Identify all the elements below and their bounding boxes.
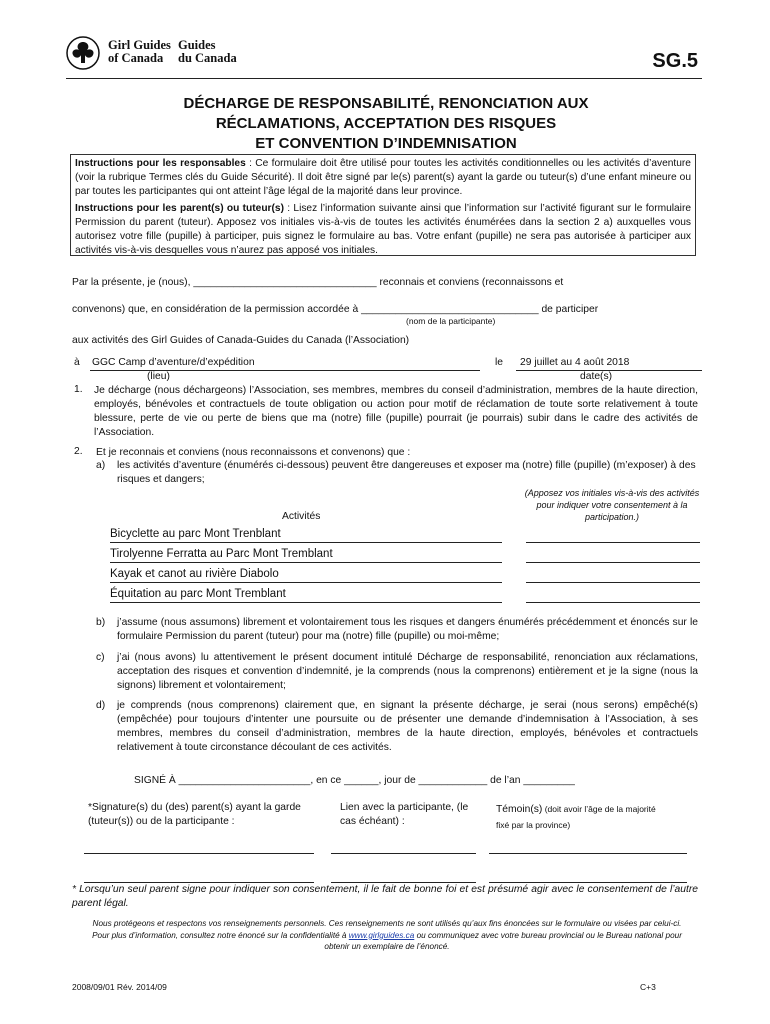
- item-1-text: Je décharge (nous déchargeons) l’Association, ses membres, membres du conseil d’administration, membres de la haute direction, employés, bénévoles et contractuels de toute obligation ou action pour motif de réclamation de toute sorte relativement à toute blessure, perte de vie ou perte de biens que ma (notre) fille (pupille) pourrait (je pourrais) subir dans le cadre des activités de l’Association.: [94, 385, 698, 438]
- trefoil-icon: [66, 36, 100, 70]
- clause-c-text: j’ai (nous avons) lu attentivement le présent document intitulé Décharge de responsabilité, renonciation aux réclamations, acceptation des risques et convention d’indemnité, je la comprends (nous la comprenons) entièrement et je la signe (nous la signons) librement et volontairement;: [117, 652, 698, 691]
- logo-text-fr: Guides du Canada: [178, 38, 237, 65]
- activity-row-1: Bicyclette au parc Mont Trenblant: [110, 526, 502, 543]
- date-field[interactable]: 29 juillet au 4 août 2018: [516, 356, 702, 371]
- initials-note: (Apposez vos initiales vis-à-vis des activités pour indiquer votre consentement à la participation.): [524, 488, 700, 522]
- activity-row-2: Tirolyenne Ferratta au Parc Mont Tremblant: [110, 546, 502, 563]
- participant-name-caption: (nom de la participante): [406, 316, 496, 326]
- initials-field-2[interactable]: [526, 546, 700, 563]
- logo-text-en: Girl Guides of Canada: [108, 38, 171, 65]
- privacy-notice: Nous protégeons et respectons vos renseignements personnels. Ces renseignements ne sont utilisés qu’aux fins énoncées sur le formulaire ou visées par celui-ci. Pour plus d’information, consultez notre énoncé sur la confidentialité à www.girlguides.ca ou communiquez avec votre bureau provincial ou le Bureau national pour obtenir un exemplaire de l’énoncé.: [92, 919, 682, 951]
- consent-footnote: * Lorsqu’un seul parent signe pour indiquer son consentement, il le fait de bonne foi et est présumé agir avec le consentement de l’autre parent légal.: [72, 884, 698, 909]
- activities-header: Activités: [282, 511, 321, 522]
- participant-name-field[interactable]: _______________________________: [361, 304, 539, 315]
- date-caption: date(s): [580, 371, 613, 382]
- version-info: 2008/09/01 Rév. 2014/09: [72, 982, 167, 992]
- page-code: C+3: [640, 982, 656, 992]
- header-divider: [66, 78, 702, 79]
- privacy-link[interactable]: www.girlguides.ca: [348, 930, 415, 940]
- document-title: DÉCHARGE DE RESPONSABILITÉ, RENONCIATION AUX RÉCLAMATIONS, ACCEPTATION DES RISQUES ET CONVENTION D’INDEMNISATION: [183, 95, 589, 152]
- consent-line-1: Par la présente, je (nous), ________________________________ reconnais et conviens (reconnaissons et: [72, 277, 564, 288]
- item-2-number: 2.: [74, 446, 83, 457]
- witness-line-1[interactable]: [489, 853, 687, 854]
- clause-d-label: d): [96, 700, 106, 711]
- parent-signature-label: *Signature(s) du (des) parent(s) ayant la garde (tuteur(s)) ou de la participante :: [88, 802, 301, 827]
- clause-b-label: b): [96, 617, 106, 628]
- form-code: SG.5: [652, 50, 698, 72]
- date-label: le: [495, 357, 504, 368]
- parent-signature-line-1[interactable]: [84, 853, 314, 854]
- clause-b-text: j’assume (nous assumons) librement et volontairement tous les risques et dangers énumérés précédemment et énoncés sur le formulaire Permission du parent (tuteur) pour ma (notre) fille (pupille) ou moi-même;: [117, 617, 698, 642]
- signed-at-line[interactable]: SIGNÉ À _______________________, en ce ______, jour de ____________ de l’an _________: [134, 775, 575, 786]
- consent-line-2: convenons) que, en considération de la permission accordée à _______________________________ de participer: [72, 304, 599, 315]
- relationship-label: Lien avec la participante, (le cas échéant) :: [340, 802, 469, 827]
- instructions-responsables: Instructions pour les responsables : Ce formulaire doit être utilisé pour toutes les activités conditionnelles ou les activités d’aventure (voir la rubrique Termes clés du Guide Sécurité). Il doit être signé par le(s) parent(s) ayant la garde ou tuteur(s) d’une enfant mineure ou par toutes les participantes qui ont atteint l’âge légal de la majorité dans leur province.: [75, 158, 691, 197]
- instructions-parents: Instructions pour les parent(s) ou tuteur(s) : Lisez l’information suivante ainsi que l’information sur l’activité figurant sur le formulaire Permission du parent (tuteur). Apposez vos initiales vis-à-vis de toutes les activités énumérées dans la section 2 a) auxquelles vous autorisez votre fille (pupille) à participer, puis signez le formulaire au bas. Votre enfant (pupille) ne sera pas autorisée à participer aux activités vis-à-vis desquelles vous n’aurez pas apposé vos initiales.: [75, 203, 692, 256]
- initials-field-1[interactable]: [526, 526, 700, 543]
- place-field[interactable]: GGC Camp d’aventure/d’expédition: [90, 356, 480, 371]
- item-2a-text: les activités d’aventure (énumérés ci-dessous) peuvent être dangereuses et exposer ma (notre) fille (pupille) (m’exposer) à des risques et dangers;: [117, 460, 696, 485]
- place-caption: (lieu): [147, 371, 170, 382]
- initials-field-4[interactable]: [526, 586, 700, 603]
- activity-row-3: Kayak et canot au rivière Diabolo: [110, 566, 502, 583]
- item-1-number: 1.: [74, 384, 83, 395]
- place-label: à: [74, 357, 80, 368]
- witness-label: Témoin(s) (doit avoir l’âge de la majorité fixé par la province): [496, 804, 656, 830]
- initials-field-3[interactable]: [526, 566, 700, 583]
- item-2a-label: a): [96, 460, 106, 471]
- activity-row-4: Équitation au parc Mont Tremblant: [110, 586, 502, 603]
- relationship-line-1[interactable]: [331, 853, 476, 854]
- consent-line-3: aux activités des Girl Guides of Canada-Guides du Canada (l’Association): [72, 335, 410, 346]
- clause-c-label: c): [96, 652, 105, 663]
- instructions-box: [70, 154, 696, 256]
- organization-logo: [66, 36, 246, 70]
- item-2-text: Et je reconnais et conviens (nous reconnaissons et convenons) que :: [96, 447, 411, 458]
- clause-d-text: je comprends (nous comprenons) clairement que, en signant la présente décharge, je serai (nous serons) empêché(s) (empêchée) pour toujours d’intenter une poursuite ou de présenter une demande d’indemnisation à l’Association, à ses membres, membres du conseil d’administration, membres de la haute direction, employés, bénévoles et contractuels relativement à toute circonstance découlant de ces activités.: [117, 700, 698, 753]
